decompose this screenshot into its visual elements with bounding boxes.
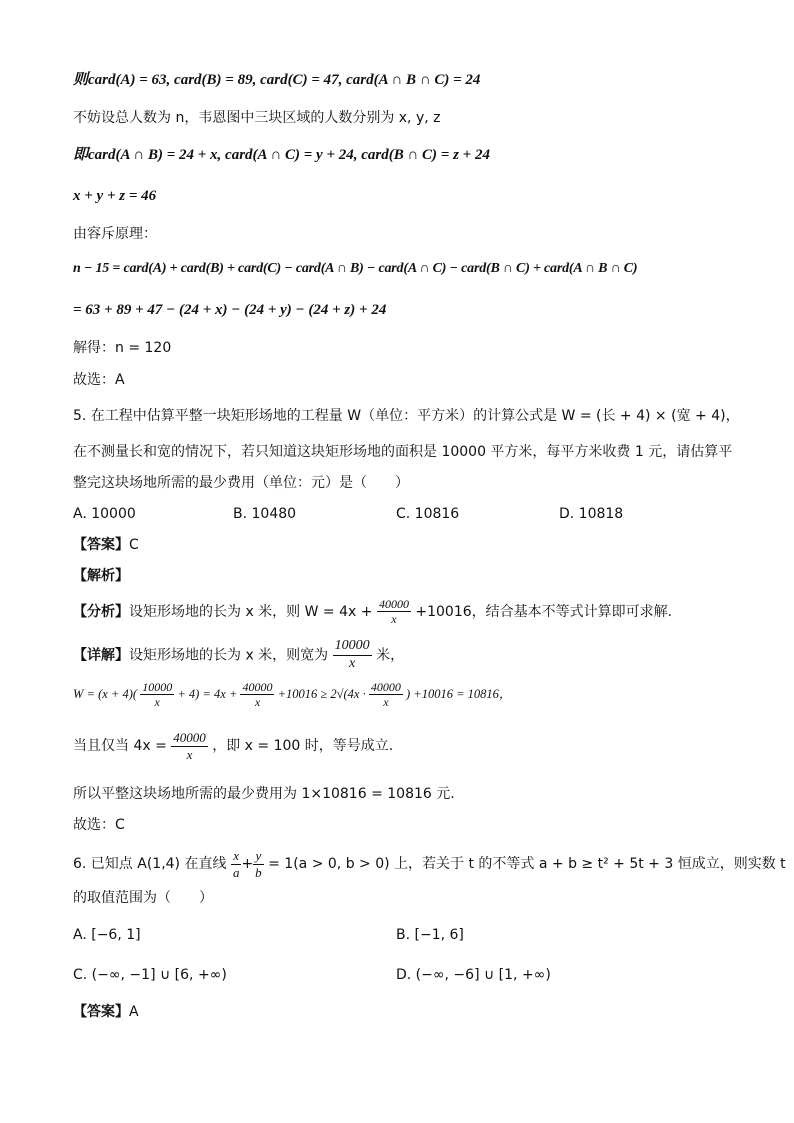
- q5-select: 故选：C: [73, 817, 125, 833]
- calc-part-c: +10016 ≥ 2√(4x ·: [277, 686, 366, 701]
- venn-setup-line: 不妨设总人数为 n，韦恩图中三块区域的人数分别为 x, y, z: [73, 110, 441, 126]
- calc-part-a: W = (x + 4)(: [73, 686, 138, 701]
- fraction-num: 10000: [333, 638, 372, 656]
- plus-sign: +: [241, 856, 254, 873]
- eq-part-b: ，即 x = 100 时，等号成立.: [212, 738, 394, 755]
- calc-part-d: ) +10016 = 10816，: [405, 686, 512, 701]
- q6-option-d: D. (−∞, −6] ∪ [1, +∞): [396, 967, 551, 983]
- q5-option-b: B. 10480: [233, 506, 297, 522]
- fraction-num: y: [253, 848, 264, 865]
- card-values-line: 则card(A) = 63, card(B) = 89, card(C) = 47, card(A ∩ B ∩ C) = 24: [73, 72, 481, 88]
- fraction-den: x: [254, 695, 261, 710]
- fraction-den: x: [154, 695, 160, 710]
- detail-fraction: [333, 638, 372, 673]
- q5-stem-3: 整完这块场地所需的最少费用（单位：元）是（ ）: [73, 475, 409, 491]
- fenxi-text-b: +10016，结合基本不等式计算即可求解.: [415, 603, 673, 620]
- fraction-den: x: [383, 695, 389, 710]
- inclusion-exclusion-formula: n − 15 = card(A) + card(B) + card(C) − card(A ∩ B) − card(A ∩ C) − card(B ∩ C) + card(A ∩ B ∩ C): [73, 261, 638, 276]
- q6-answer: [73, 1004, 139, 1021]
- analysis-tag: 【解析】: [73, 568, 129, 584]
- y-over-b-fraction: [253, 848, 264, 880]
- calc-fraction-3: [369, 680, 403, 710]
- q6-option-a: A. [−6, 1]: [73, 927, 141, 943]
- fraction-num: x: [231, 848, 242, 865]
- fraction-num: 40000: [378, 597, 409, 611]
- q6-stem-part-a: 6. 已知点 A(1,4) 在直线: [73, 856, 227, 873]
- inclusion-exclusion-heading: 由容斥原理：: [73, 226, 157, 242]
- q5-answer: [73, 537, 139, 554]
- q6-stem-2: 的取值范围为（ ）: [73, 890, 213, 906]
- q5-fenxi: [73, 597, 672, 627]
- q6-stem-1: [73, 848, 786, 880]
- calc-fraction-1: [140, 680, 174, 710]
- q6-option-b: B. [−1, 6]: [396, 927, 464, 943]
- calc-part-b: + 4) = 4x +: [177, 686, 238, 701]
- q5-calculation: [73, 680, 511, 710]
- substitution-line: = 63 + 89 + 47 − (24 + x) − (24 + y) − (24 + z) + 24: [73, 302, 387, 318]
- select-a-line: 故选：A: [73, 372, 125, 388]
- fraction-den: a: [232, 864, 240, 880]
- fraction-num: 40000: [242, 680, 273, 694]
- q5-detail: [73, 638, 404, 673]
- q5-option-a: A. 10000: [73, 506, 136, 522]
- fenxi-tag: 【分析】: [73, 603, 129, 620]
- intersections-line: 即card(A ∩ B) = 24 + x, card(A ∩ C) = y + 24, card(B ∩ C) = z + 24: [73, 147, 490, 163]
- xyz-sum-line: x + y + z = 46: [73, 188, 157, 204]
- fraction-num: 40000: [370, 680, 401, 694]
- q5-min-cost: 所以平整这块场地所需的最少费用为 1×10816 = 10816 元.: [73, 786, 455, 802]
- calc-fraction-2: [240, 680, 274, 710]
- q5-stem-1: 5. 在工程中估算平整一块矩形场地的工程量 W（单位：平方米）的计算公式是 W = (长 + 4) × (宽 + 4)，: [73, 408, 740, 424]
- q5-analysis-tag: [73, 568, 129, 585]
- answer-tag: 【答案】: [73, 537, 129, 553]
- fraction-den: x: [349, 655, 356, 671]
- x-over-a-fraction: [231, 848, 242, 880]
- fraction-num: 40000: [173, 730, 206, 745]
- q6-stem-part-b: = 1(a > 0, b > 0) 上，若关于 t 的不等式 a + b ≥ t² + 5t + 3 恒成立，则实数 t: [268, 856, 786, 873]
- fraction-den: b: [255, 864, 262, 880]
- solution-line: 解得：n = 120: [73, 340, 172, 356]
- q5-option-d: D. 10818: [559, 506, 624, 522]
- answer-tag: 【答案】: [73, 1004, 129, 1020]
- detail-text-b: 米，: [376, 647, 405, 664]
- fraction-den: x: [391, 612, 397, 627]
- q5-equality-condition: [73, 730, 393, 762]
- fenxi-fraction: [377, 597, 411, 627]
- answer-value: C: [129, 537, 139, 553]
- eq-fraction: [171, 730, 208, 762]
- fenxi-text-a: 设矩形场地的长为 x 米，则 W = 4x +: [129, 603, 373, 620]
- detail-text-a: 设矩形场地的长为 x 米，则宽为: [129, 647, 329, 664]
- fraction-den: x: [186, 746, 193, 762]
- q5-option-c: C. 10816: [396, 506, 460, 522]
- fraction-num: 10000: [142, 680, 173, 694]
- answer-value: A: [129, 1004, 139, 1020]
- q5-stem-2: 在不测量长和宽的情况下，若只知道这块矩形场地的面积是 10000 平方米，每平方米收费 1 元，请估算平: [73, 444, 733, 460]
- detail-tag: 【详解】: [73, 647, 129, 664]
- q6-option-c: C. (−∞, −1] ∪ [6, +∞): [73, 967, 227, 983]
- eq-part-a: 当且仅当 4x =: [73, 738, 167, 755]
